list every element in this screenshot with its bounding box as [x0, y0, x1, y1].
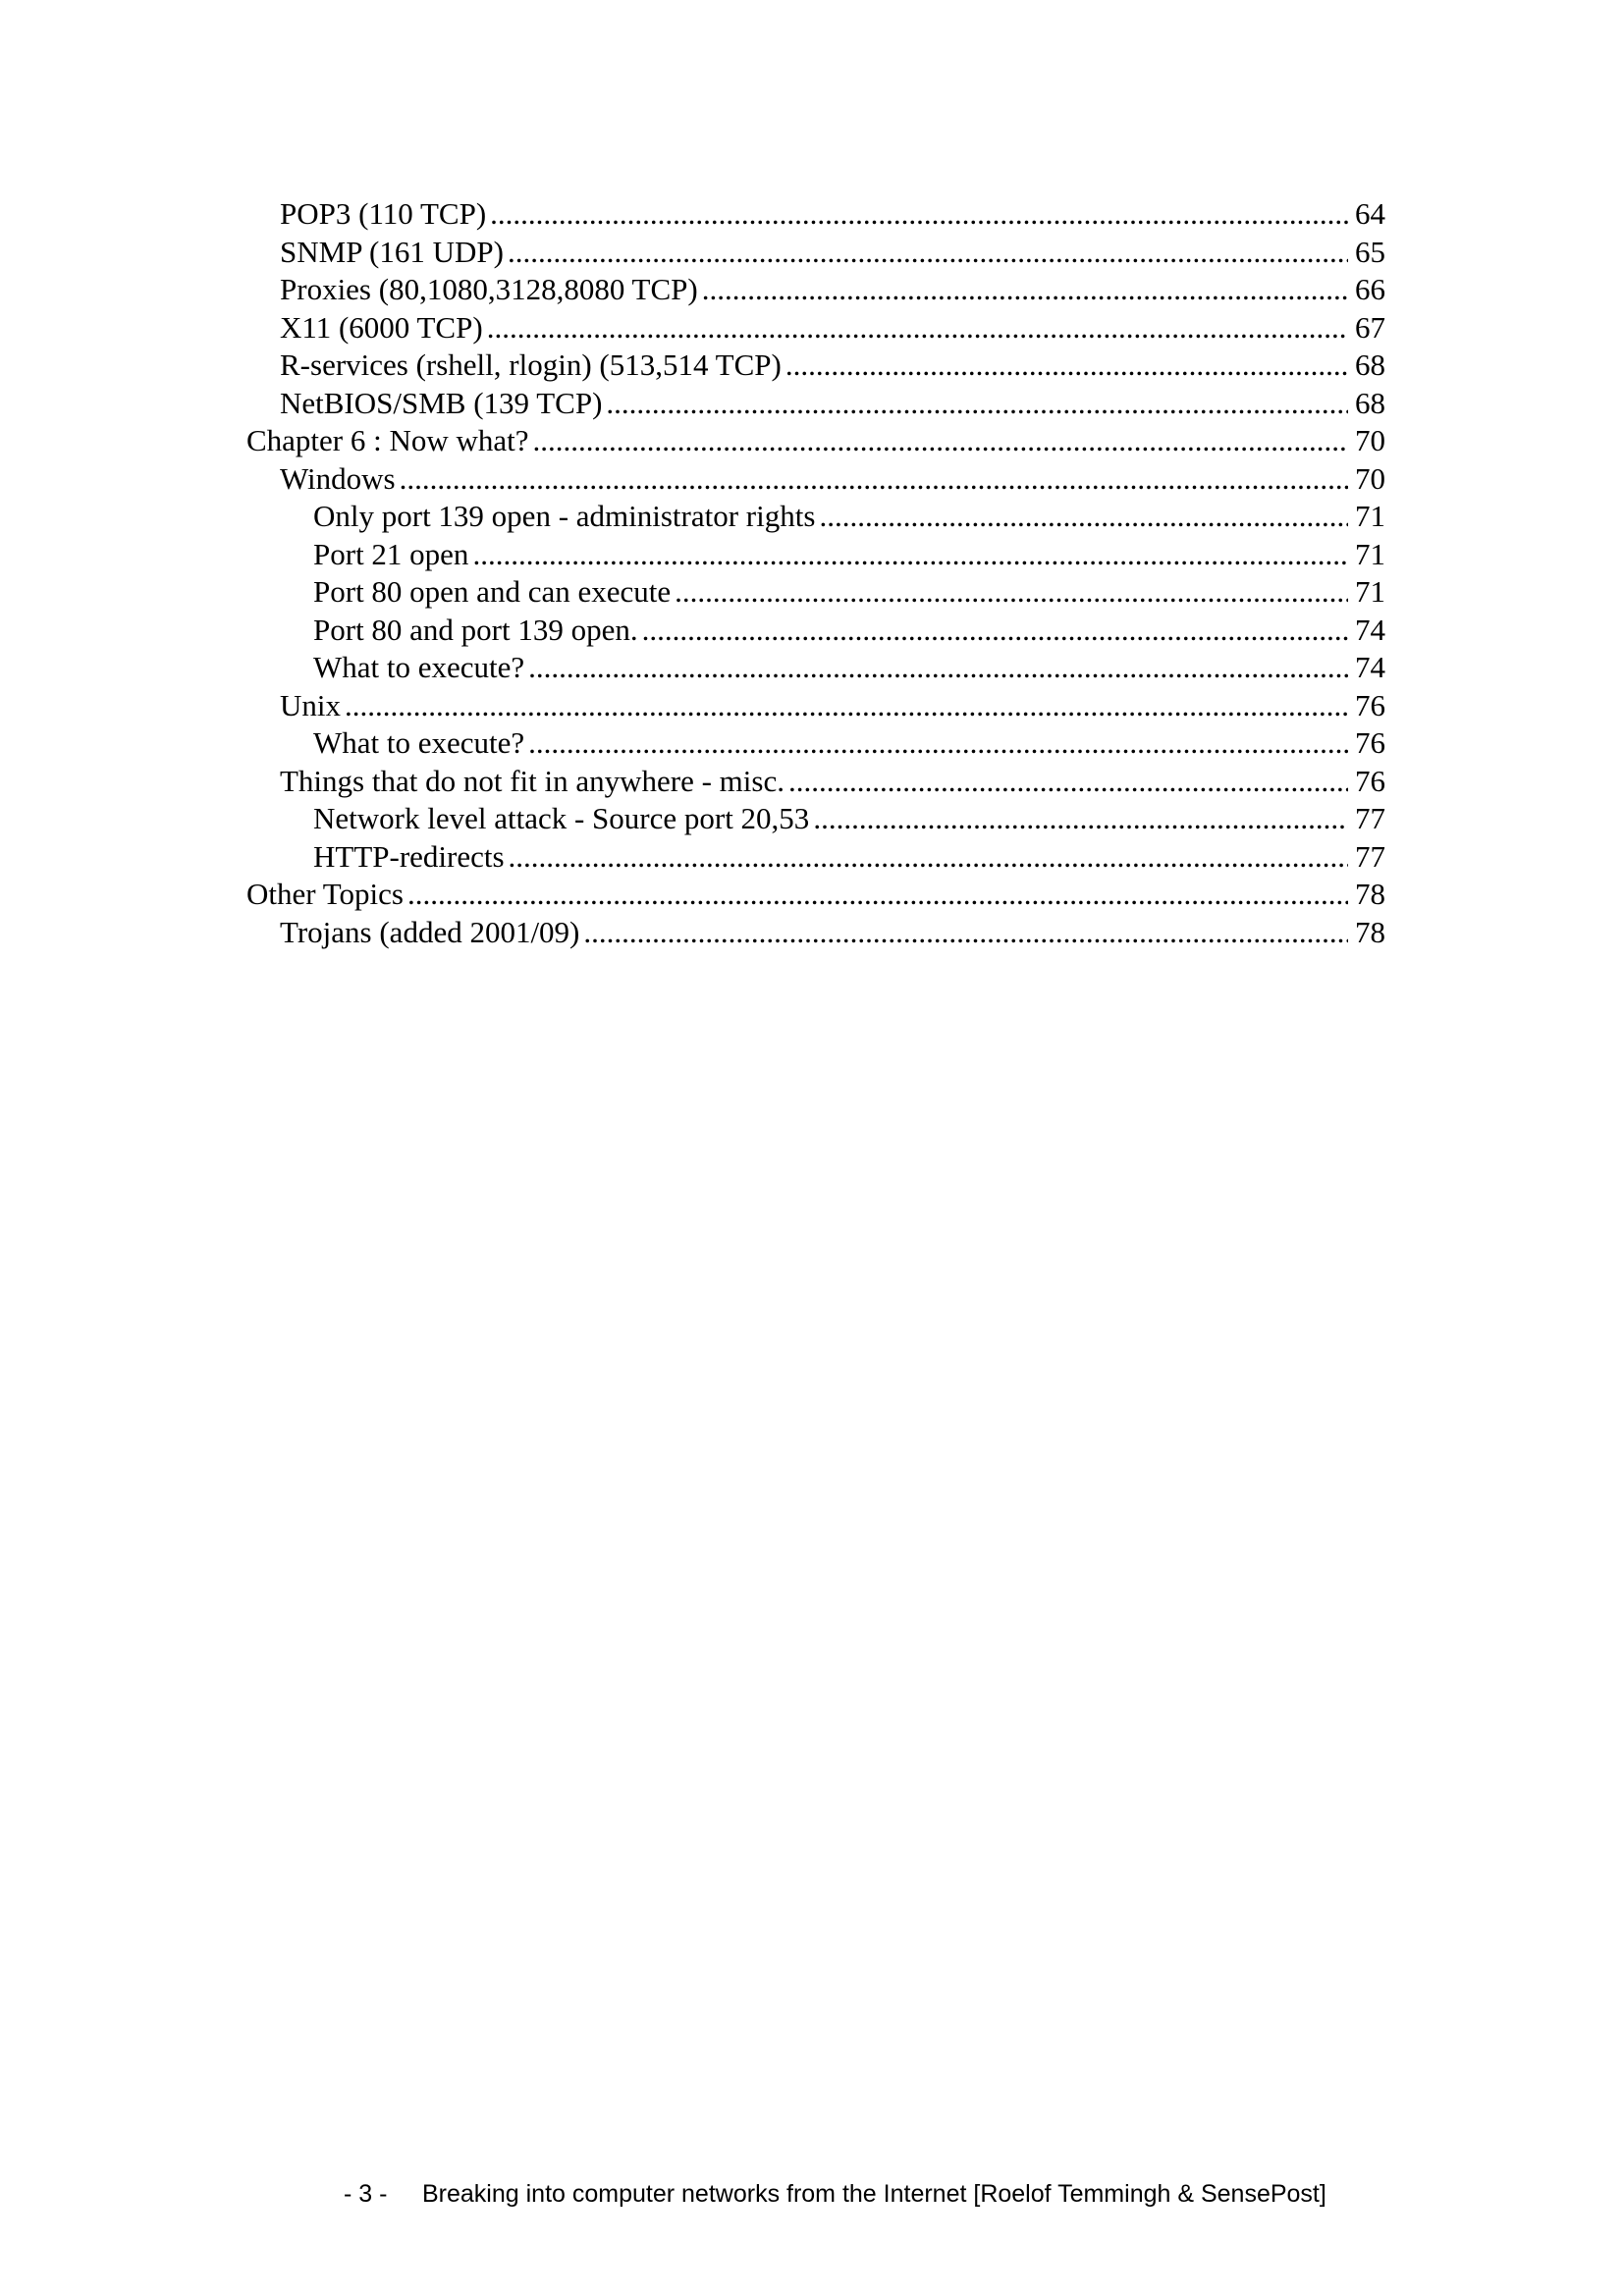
toc-dot-leader: [606, 385, 1348, 423]
toc-entry-page: 74: [1355, 650, 1385, 684]
toc-entry-unix-what-to-execute[interactable]: [246, 724, 1385, 763]
toc-entry-page: 77: [1355, 838, 1385, 874]
toc-dot-leader: [487, 309, 1348, 347]
toc-entry-chapter-6[interactable]: [246, 422, 1385, 460]
toc-entry-unix[interactable]: [246, 687, 1385, 725]
toc-entry-title: Only port 139 open - administrator rights: [313, 498, 817, 536]
toc-entry-page: 70: [1355, 460, 1385, 496]
toc-entry-x11[interactable]: [246, 309, 1385, 347]
toc-entry-page: 76: [1355, 725, 1385, 760]
toc-entry-http-redirects[interactable]: [246, 838, 1385, 877]
toc-dot-leader: [472, 536, 1348, 574]
toc-entry-trojans[interactable]: [246, 914, 1385, 952]
toc-entry-title: SNMP (161 UDP): [280, 234, 506, 272]
toc-entry-title: Other Topics: [246, 876, 406, 914]
toc-entry-port-21-open[interactable]: [246, 536, 1385, 574]
toc-entry-title: Port 21 open: [313, 536, 470, 574]
toc-entry-page: 67: [1355, 309, 1385, 345]
toc-dot-leader: [508, 234, 1348, 272]
toc-entry-snmp[interactable]: [246, 234, 1385, 272]
toc-entry-title: NetBIOS/SMB (139 TCP): [280, 385, 604, 423]
toc-entry-page: 70: [1355, 423, 1385, 457]
toc-dot-leader: [509, 838, 1348, 877]
toc-entry-port-80-execute[interactable]: [246, 573, 1385, 612]
toc-dot-leader: [785, 347, 1348, 385]
toc-dot-leader: [675, 573, 1348, 612]
toc-entry-title: Chapter 6 : Now what?: [246, 422, 531, 460]
toc-dot-leader: [533, 422, 1348, 460]
toc-dot-leader: [813, 800, 1348, 838]
toc-dot-leader: [642, 612, 1348, 650]
toc-dot-leader: [528, 649, 1348, 687]
toc-dot-leader: [702, 271, 1348, 309]
toc-entry-title: What to execute?: [313, 649, 526, 687]
toc-entry-title: Trojans (added 2001/09): [280, 914, 581, 952]
toc-dot-leader: [583, 914, 1348, 952]
toc-entry-page: 77: [1355, 801, 1385, 835]
toc-entry-title: Unix: [280, 687, 343, 725]
toc-entry-title: X11 (6000 TCP): [280, 309, 485, 347]
toc-entry-page: 71: [1355, 574, 1385, 609]
toc-entry-title: Port 80 and port 139 open.: [313, 612, 640, 650]
toc-entry-network-level-attack[interactable]: [246, 800, 1385, 838]
toc-entry-page: 66: [1355, 272, 1385, 306]
toc-entry-netbios-smb[interactable]: [246, 385, 1385, 423]
toc-entry-other-topics[interactable]: [246, 876, 1385, 914]
toc-entry-page: 71: [1355, 499, 1385, 533]
toc-entry-page: 76: [1355, 763, 1385, 798]
toc-entry-pop3[interactable]: [246, 195, 1385, 234]
toc-entry-title: Network level attack - Source port 20,53: [313, 800, 811, 838]
toc-entry-only-port-139[interactable]: [246, 498, 1385, 536]
toc-dot-leader: [400, 460, 1348, 499]
toc-dot-leader: [528, 724, 1348, 763]
toc-entry-page: 68: [1355, 347, 1385, 382]
toc-entry-title: POP3 (110 TCP): [280, 195, 488, 234]
toc-entry-page: 68: [1355, 385, 1385, 420]
table-of-contents: [246, 195, 1385, 951]
toc-entry-page: 64: [1355, 196, 1385, 231]
toc-entry-page: 74: [1355, 612, 1385, 647]
toc-dot-leader: [407, 876, 1348, 914]
toc-entry-title: Port 80 open and can execute: [313, 573, 673, 612]
toc-dot-leader: [345, 687, 1348, 725]
toc-entry-page: 71: [1355, 536, 1385, 571]
toc-entry-windows-what-to-execute[interactable]: [246, 649, 1385, 687]
toc-entry-page: 78: [1355, 877, 1385, 911]
toc-entry-title: R-services (rshell, rlogin) (513,514 TCP): [280, 347, 784, 385]
toc-entry-title: Windows: [280, 460, 398, 499]
toc-entry-page: 78: [1355, 914, 1385, 949]
toc-dot-leader: [788, 763, 1348, 801]
footer-page-number: - 3 -: [344, 2180, 388, 2208]
toc-entry-proxies[interactable]: [246, 271, 1385, 309]
toc-dot-leader: [490, 195, 1348, 234]
toc-entry-title: Things that do not fit in anywhere - misc.: [280, 763, 786, 801]
toc-entry-page: 76: [1355, 687, 1385, 722]
toc-entry-port-80-and-139[interactable]: [246, 612, 1385, 650]
footer-document-title: Breaking into computer networks from the Internet [Roelof Temmingh & SensePost]: [422, 2180, 1326, 2208]
toc-entry-title: Proxies (80,1080,3128,8080 TCP): [280, 271, 700, 309]
toc-dot-leader: [819, 498, 1348, 536]
toc-entry-misc[interactable]: [246, 763, 1385, 801]
toc-entry-page: 65: [1355, 234, 1385, 269]
toc-entry-windows[interactable]: [246, 460, 1385, 499]
toc-entry-title: What to execute?: [313, 724, 526, 763]
page-footer: [344, 2178, 1345, 2210]
toc-entry-r-services[interactable]: [246, 347, 1385, 385]
toc-entry-title: HTTP-redirects: [313, 838, 507, 877]
